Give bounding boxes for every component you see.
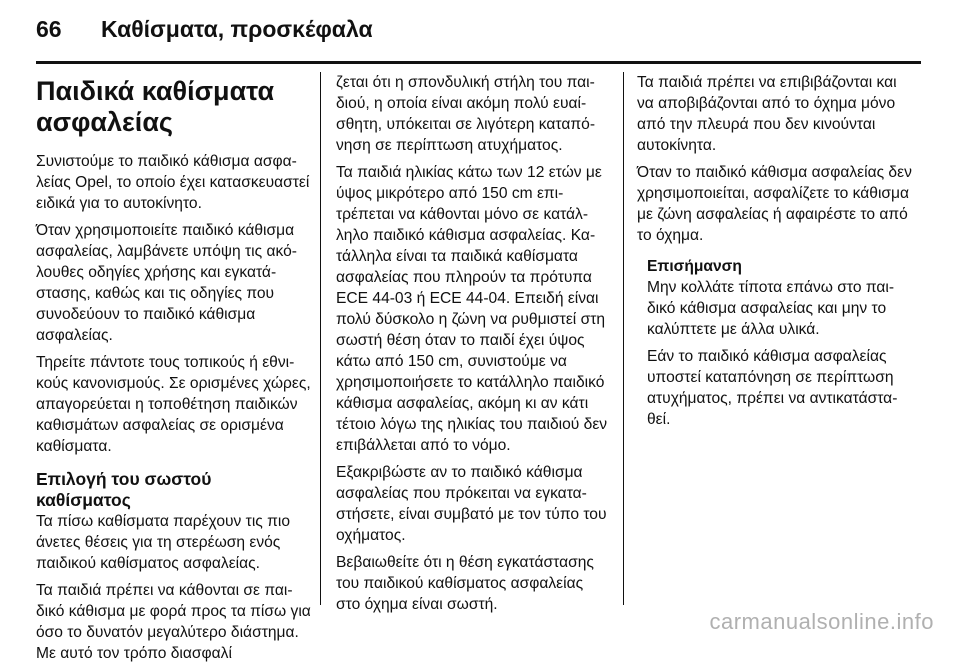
- note-paragraph: Εάν το παιδικό κάθισμα ασφαλείας υποστεί καταπόνηση σε περίπτωση ατυχήματος, πρέπει να αντικατάσταθεί.: [647, 348, 898, 428]
- page-number: 66: [36, 16, 62, 42]
- header-rule: [36, 61, 921, 64]
- subheading-line-2: καθίσματος: [36, 490, 131, 510]
- watermark: carmanualsonline.info: [709, 609, 934, 634]
- paragraph: Τα παιδιά πρέπει να επιβιβάζονται και να αποβιβάζονται από το όχημα μόνο από την πλευρά που δεν κινούνται αυτοκίνητα.: [637, 74, 897, 154]
- paragraph: Τα παιδιά ηλικίας κάτω των 12 ετών με ύψος μικρότερο από 150 cm επιτρέπεται να κάθονται μόνο σε κατάλληλο παιδικό κάθισμα ασφαλείας. Κατάλληλα είναι τα παιδικά καθίσματα ασφαλείας που πληρούν τα πρότυπα ECE 44-03 ή ECE 44-04. Επειδή είναι πολύ δύσκολο η ζώνη να ρυθμιστεί στη σωστή θέση όταν το παιδί έχει ύψος κάτω από 150 cm, συνιστούμε να χρησιμοποιήσετε το κατάλληλο παιδικό κάθισμα ασφαλείας, ακόμη κι αν κάτι τέτοιο λόγω της ηλικίας του παιδιού δεν επιβάλλεται από το νόμο.: [336, 164, 608, 454]
- paragraph: Όταν το παιδικό κάθισμα ασφαλείας δεν χρησιμοποιείται, ασφαλίζετε το κάθισμα με ζώνη ασφαλείας ή αφαιρέστε το από το όχημα.: [637, 164, 912, 244]
- subheading-line-1: Επιλογή του σωστού: [36, 469, 212, 489]
- section-title-line-2: ασφαλείας: [36, 107, 173, 137]
- paragraph: Συνιστούμε το παιδικό κάθισμα ασφαλείας Opel, το οποίο έχει κατασκευαστεί ειδικά για το αυτοκίνητο.: [36, 153, 310, 212]
- paragraph: ζεται ότι η σπονδυλική στήλη του παιδιού, η οποία είναι ακόμη πολύ ευαίσθητη, υπόκειται σε λιγότερη καταπόνηση σε περίπτωση ατυχήματος.: [336, 74, 596, 154]
- column-1: [36, 72, 311, 670]
- paragraph: Όταν χρησιμοποιείτε παιδικό κάθισμα ασφαλείας, λαμβάνετε υπόψη τις ακόλουθες οδηγίες χρήσης και εγκατάστασης, καθώς και τις οδηγίες που συνοδεύουν το παιδικό κάθισμα ασφαλείας.: [36, 222, 297, 344]
- subheading: [36, 469, 311, 511]
- section-title-line-1: Παιδικά καθίσματα: [36, 76, 275, 106]
- note-label: Επισήμανση: [647, 258, 742, 275]
- section-title: [36, 76, 311, 138]
- column-divider-2: [623, 72, 624, 605]
- column-2: [336, 72, 611, 621]
- column-3: [637, 72, 912, 436]
- paragraph: Τα παιδιά πρέπει να κάθονται σε παιδικό κάθισμα με φορά προς τα πίσω για όσο το δυνατόν μεγαλύτερο διάστημα. Με αυτό τον τρόπο διασφαλί: [36, 582, 311, 662]
- page-header: [0, 0, 960, 62]
- paragraph: Εξακριβώστε αν το παιδικό κάθισμα ασφαλείας που πρόκειται να εγκαταστήσετε, είναι συμβατό με τον τύπο του οχήματος.: [336, 464, 607, 544]
- paragraph: Τηρείτε πάντοτε τους τοπικούς ή εθνικούς κανονισμούς. Σε ορισμένες χώρες, απαγορεύεται η τοποθέτηση παιδικών καθισμάτων ασφαλείας σε ορισμένα καθίσματα.: [36, 354, 311, 455]
- column-divider-1: [320, 72, 321, 605]
- note-box: [647, 256, 912, 430]
- paragraph: Τα πίσω καθίσματα παρέχουν τις πιο άνετες θέσεις για τη στερέωση ενός παιδικού καθίσματος ασφαλείας.: [36, 513, 291, 572]
- running-title: Καθίσματα, προσκέφαλα: [101, 16, 373, 42]
- paragraph: Βεβαιωθείτε ότι η θέση εγκατάστασης του παιδικού καθίσματος ασφαλείας στο όχημα είναι σωστή.: [336, 554, 594, 613]
- note-paragraph: Μην κολλάτε τίποτα επάνω στο παιδικό κάθισμα ασφαλείας και μην το καλύπτετε με άλλα υλικά.: [647, 279, 895, 338]
